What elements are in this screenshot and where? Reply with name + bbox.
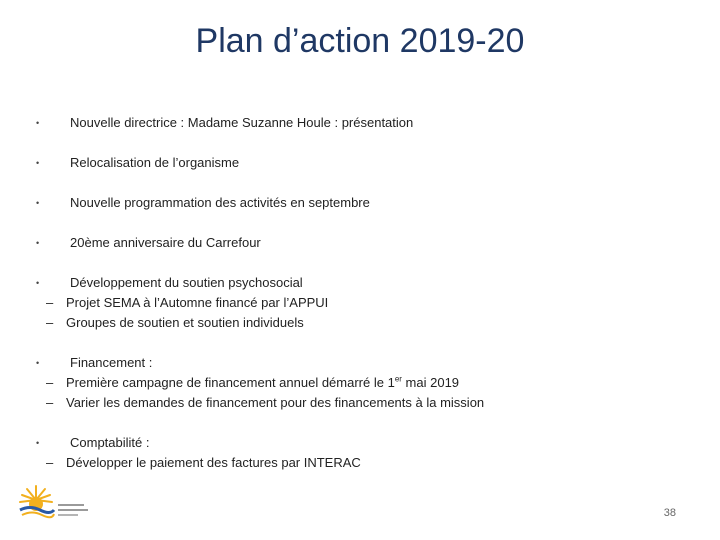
sub-bullet-item bbox=[36, 393, 696, 413]
sub-bullet-text: Varier les demandes de financement pour des financements à la mission bbox=[66, 395, 485, 410]
bullet-text: Financement : bbox=[70, 355, 153, 370]
sub-bullet-item bbox=[36, 293, 696, 313]
bullet-item bbox=[36, 353, 696, 373]
bullet-item bbox=[36, 233, 696, 253]
bullet-item bbox=[36, 193, 696, 213]
dash-icon: – bbox=[46, 295, 54, 310]
ordinal-superscript: er bbox=[394, 374, 402, 384]
sub-bullet-text: Première campagne de financement annuel démarré le 1 bbox=[66, 375, 395, 390]
bullet-text: Nouvelle directrice : Madame Suzanne Houle : présentation bbox=[70, 115, 414, 130]
bullet-dot-icon: • bbox=[36, 118, 40, 128]
bullet-item bbox=[36, 273, 696, 293]
bullet-dot-icon: • bbox=[36, 278, 40, 288]
bullet-text: Relocalisation de l’organisme bbox=[70, 155, 240, 170]
bullet-text: Développement du soutien psychosocial bbox=[70, 275, 303, 290]
sub-bullet-text: Projet SEMA à l’Automne financé par l’APPUI bbox=[66, 295, 329, 310]
dash-icon: – bbox=[46, 395, 54, 410]
sub-bullet-item bbox=[36, 313, 696, 333]
sub-bullet-text: Développer le paiement des factures par INTERAC bbox=[66, 455, 361, 470]
sub-bullet-text: Groupes de soutien et soutien individuels bbox=[66, 315, 304, 330]
bullet-item bbox=[36, 433, 696, 453]
sub-bullet-item bbox=[36, 453, 696, 473]
bullet-group bbox=[36, 353, 696, 413]
bullet-dot-icon: • bbox=[36, 438, 40, 448]
dash-icon: – bbox=[46, 455, 54, 470]
sub-bullet-text-tail: mai 2019 bbox=[401, 375, 460, 390]
bullet-dot-icon: • bbox=[36, 358, 40, 368]
page-number: 38 bbox=[663, 507, 676, 519]
bullet-dot-icon: • bbox=[36, 158, 40, 168]
bullet-group bbox=[36, 273, 696, 333]
dash-icon: – bbox=[46, 315, 54, 330]
bullet-text: Comptabilité : bbox=[70, 435, 150, 450]
bullet-dot-icon: • bbox=[36, 238, 40, 248]
slide-title: Plan d’action 2019-20 bbox=[195, 22, 525, 60]
bullet-item bbox=[36, 113, 696, 133]
bullet-text: 20ème anniversaire du Carrefour bbox=[70, 235, 261, 250]
bullet-group bbox=[36, 433, 696, 473]
bullet-text: Nouvelle programmation des activités en septembre bbox=[70, 195, 370, 210]
sub-bullet-item bbox=[36, 373, 696, 393]
bullet-dot-icon: • bbox=[36, 198, 40, 208]
dash-icon: – bbox=[46, 375, 54, 390]
bullet-item bbox=[36, 153, 696, 173]
bullet-list bbox=[36, 113, 696, 473]
sun-logo-icon bbox=[14, 480, 94, 525]
